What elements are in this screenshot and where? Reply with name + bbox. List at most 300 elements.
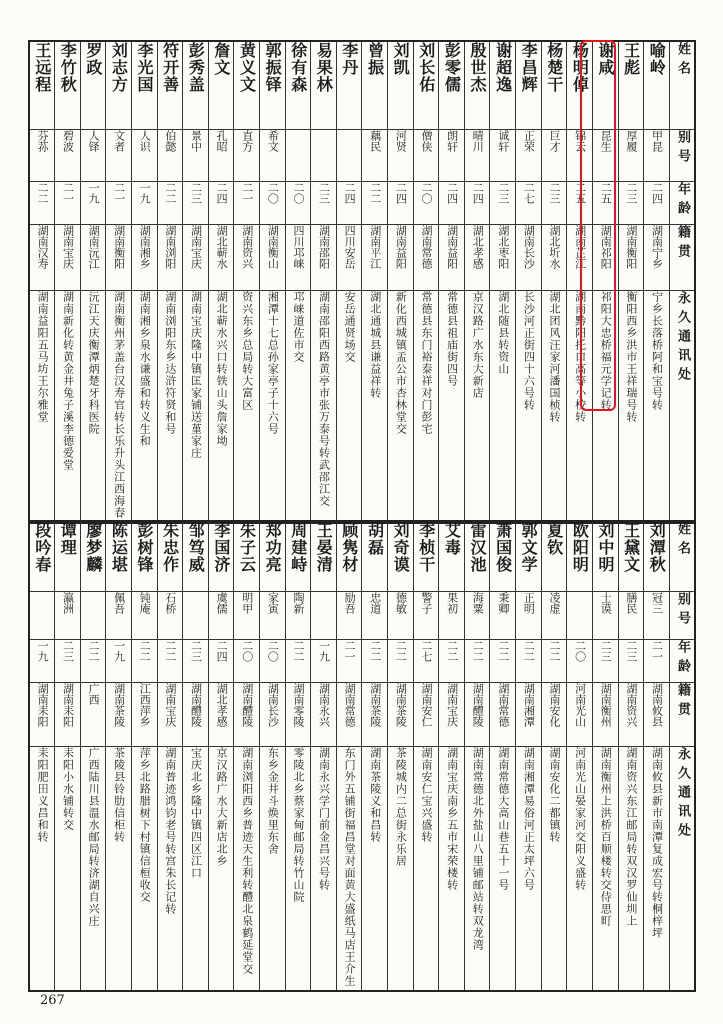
person-age: 一九 bbox=[112, 639, 126, 662]
person-native: 湖南醴陵 bbox=[471, 682, 485, 727]
cell-alias bbox=[362, 591, 388, 639]
person-native: 湖南湘乡 bbox=[138, 224, 152, 269]
cell-alias bbox=[106, 129, 132, 181]
person-native: 湖南衡山 bbox=[266, 224, 280, 269]
cell-age bbox=[29, 639, 55, 682]
cell-address bbox=[157, 746, 183, 991]
cell-native bbox=[29, 224, 55, 290]
column-header-native bbox=[669, 682, 695, 746]
cell-name bbox=[106, 521, 132, 591]
person-name: 李丹 bbox=[339, 42, 359, 76]
cell-name bbox=[541, 41, 567, 129]
cell-alias bbox=[464, 129, 490, 181]
person-address: 湖南永兴学门前金昌兴号转 bbox=[317, 746, 331, 891]
person-age: 二二 bbox=[138, 639, 152, 662]
person-native: 江西萍乡 bbox=[138, 682, 152, 727]
cell-address bbox=[259, 746, 285, 991]
cell-name bbox=[516, 521, 542, 591]
cell-native bbox=[618, 224, 644, 290]
person-name: 李桢干 bbox=[416, 522, 436, 573]
person-address: 湖南常德大高山巷五十一号 bbox=[496, 746, 510, 891]
cell-alias bbox=[362, 129, 388, 181]
cell-native bbox=[311, 682, 337, 746]
person-name: 雷汉池 bbox=[467, 522, 487, 573]
person-native: 湖南衡阳 bbox=[112, 224, 126, 269]
person-age: 二二 bbox=[471, 639, 485, 662]
name-row bbox=[29, 521, 695, 591]
cell-name bbox=[413, 521, 439, 591]
cell-alias bbox=[157, 129, 183, 181]
native-row bbox=[29, 682, 695, 746]
cell-alias bbox=[592, 591, 618, 639]
cell-name bbox=[208, 521, 234, 591]
cell-alias bbox=[259, 129, 285, 181]
person-age: 二四 bbox=[343, 181, 357, 204]
person-native: 湖南茶陵 bbox=[394, 682, 408, 727]
cell-address bbox=[55, 290, 81, 523]
cell-age bbox=[490, 181, 516, 224]
person-name: 邹笃威 bbox=[186, 522, 206, 573]
person-age: 二〇 bbox=[419, 181, 433, 204]
cell-name bbox=[157, 41, 183, 129]
person-name: 段吟春 bbox=[32, 522, 52, 573]
cell-name bbox=[618, 521, 644, 591]
person-address: 祁阳大忠桥福元学记转 bbox=[599, 290, 613, 411]
cell-alias bbox=[311, 129, 337, 181]
cell-age bbox=[80, 181, 106, 224]
column-header-alias bbox=[669, 591, 695, 639]
cell-age bbox=[183, 639, 209, 682]
person-address: 京汉路广水大新店北乡 bbox=[215, 746, 229, 867]
person-alias: 碧波 bbox=[61, 129, 75, 152]
cell-name bbox=[285, 41, 311, 129]
person-name: 杨明倬 bbox=[570, 42, 590, 93]
cell-native bbox=[516, 682, 542, 746]
cell-alias bbox=[259, 591, 285, 639]
cell-native bbox=[106, 224, 132, 290]
alias-row bbox=[29, 591, 695, 639]
cell-age bbox=[259, 639, 285, 682]
cell-alias bbox=[644, 129, 670, 181]
person-alias: 诚轩 bbox=[496, 129, 510, 152]
person-native: 湖南茶陵 bbox=[368, 682, 382, 727]
cell-native bbox=[259, 682, 285, 746]
person-age: 二四 bbox=[215, 181, 229, 204]
person-alias: 巨才 bbox=[548, 129, 562, 152]
person-age: 二四 bbox=[471, 181, 485, 204]
person-alias: 德敏 bbox=[394, 591, 408, 614]
cell-address bbox=[644, 746, 670, 991]
header-label: 年龄 bbox=[675, 181, 691, 220]
person-alias: 伯懿 bbox=[163, 129, 177, 152]
header-label: 永久通讯处 bbox=[675, 290, 691, 386]
cell-age bbox=[234, 639, 260, 682]
cell-name bbox=[336, 41, 362, 129]
person-name: 彭树锋 bbox=[135, 522, 155, 573]
cell-alias bbox=[80, 591, 106, 639]
person-native: 湖南零陵 bbox=[291, 682, 305, 727]
cell-alias bbox=[55, 129, 81, 181]
cell-address bbox=[29, 746, 55, 991]
person-name: 殷世杰 bbox=[467, 42, 487, 93]
cell-age bbox=[285, 181, 311, 224]
person-alias: 厚履 bbox=[624, 129, 638, 152]
person-alias: 人识 bbox=[138, 129, 152, 152]
cell-alias bbox=[311, 591, 337, 639]
person-age: 一九 bbox=[87, 181, 101, 204]
cell-native bbox=[388, 682, 414, 746]
cell-name bbox=[464, 521, 490, 591]
cell-age bbox=[131, 639, 157, 682]
cell-native bbox=[55, 224, 81, 290]
cell-name bbox=[285, 521, 311, 591]
person-address: 湖南普迹鸿钧老号转宫朱长记转 bbox=[163, 746, 177, 915]
person-address: 湖南衡州茅盖台汉寿官转长乐升头江西海春 bbox=[112, 290, 126, 519]
cell-age bbox=[29, 181, 55, 224]
cell-native bbox=[464, 224, 490, 290]
person-age: 二二 bbox=[368, 639, 382, 662]
cell-name bbox=[541, 521, 567, 591]
person-address: 湖南湘乡泉水谦盛和转义生和 bbox=[138, 290, 152, 447]
header-label: 别号 bbox=[675, 129, 691, 168]
cell-alias bbox=[618, 591, 644, 639]
person-address: 湖南茶陵义和昌转 bbox=[368, 746, 382, 843]
person-name: 刘凯 bbox=[391, 42, 411, 76]
header-label: 籍贯 bbox=[675, 682, 691, 721]
person-native: 湖南汉寿 bbox=[36, 224, 50, 269]
person-native: 湖南醴陵 bbox=[240, 682, 254, 727]
cell-name bbox=[644, 521, 670, 591]
person-age: 二一 bbox=[343, 639, 357, 662]
person-native: 湖南祁阳 bbox=[599, 224, 613, 269]
person-address: 东乡金井斗焕里东舍 bbox=[266, 746, 280, 855]
person-name: 郭文学 bbox=[519, 522, 539, 573]
column-header-address bbox=[669, 746, 695, 991]
header-label: 姓名 bbox=[675, 522, 691, 560]
person-native: 四川邛崃 bbox=[291, 224, 305, 269]
cell-address bbox=[29, 290, 55, 523]
cell-name bbox=[439, 41, 465, 129]
person-alias: 膳民 bbox=[624, 591, 638, 614]
person-name: 刘长佑 bbox=[416, 42, 436, 93]
person-name: 周建峙 bbox=[288, 522, 308, 573]
person-age: 二五 bbox=[573, 181, 587, 204]
cell-native bbox=[541, 682, 567, 746]
person-address: 湖南攸县新市南潭复成宏号转桐梓坪 bbox=[650, 746, 664, 939]
person-native: 湖北枣阳 bbox=[496, 224, 510, 269]
cell-name bbox=[131, 521, 157, 591]
person-name: 喻岭 bbox=[647, 42, 667, 76]
cell-address bbox=[80, 746, 106, 991]
cell-age bbox=[541, 639, 567, 682]
person-name: 曾振 bbox=[365, 42, 385, 76]
cell-native bbox=[106, 682, 132, 746]
cell-name bbox=[259, 521, 285, 591]
person-native: 湖南茶陵 bbox=[112, 682, 126, 727]
person-native: 河南光山 bbox=[573, 682, 587, 727]
person-alias: 直方 bbox=[240, 129, 254, 152]
person-alias: 忠道 bbox=[368, 591, 382, 614]
person-age: 二五 bbox=[599, 181, 613, 204]
person-address: 湖南宝庆南乡五市宋荣楼转 bbox=[445, 746, 459, 891]
cell-address bbox=[413, 290, 439, 523]
person-address: 茶陵城内二总街永乐居 bbox=[394, 746, 408, 867]
column-header-native bbox=[669, 224, 695, 290]
cell-address bbox=[336, 746, 362, 991]
person-alias: 景中 bbox=[189, 129, 203, 152]
cell-native bbox=[80, 682, 106, 746]
person-alias: 人铎 bbox=[87, 129, 101, 152]
cell-address bbox=[208, 746, 234, 991]
person-name: 谭理 bbox=[58, 522, 78, 556]
person-address: 常德县东门裕泰祥对门彭宅 bbox=[419, 290, 433, 435]
cell-native bbox=[29, 682, 55, 746]
cell-native bbox=[541, 224, 567, 290]
cell-native bbox=[490, 224, 516, 290]
cell-alias bbox=[439, 591, 465, 639]
cell-address bbox=[541, 290, 567, 523]
person-native: 湖南邵阳 bbox=[317, 224, 331, 269]
cell-name bbox=[464, 41, 490, 129]
column-header-alias bbox=[669, 129, 695, 181]
person-native: 湖北圻水 bbox=[548, 224, 562, 269]
cell-address bbox=[208, 290, 234, 523]
person-alias: 陶新 bbox=[291, 591, 305, 614]
person-address: 沅江天庆衡潭炳楚牙科医院 bbox=[87, 290, 101, 435]
cell-alias bbox=[336, 129, 362, 181]
person-address: 湖南安化二都镇转 bbox=[548, 746, 562, 843]
person-name: 刘潭秋 bbox=[647, 522, 667, 573]
person-address: 湖北随县转资山 bbox=[496, 290, 510, 375]
cell-address bbox=[388, 290, 414, 523]
person-address: 湖南益阳五马坊王尔雅堂 bbox=[36, 290, 50, 423]
cell-alias bbox=[516, 129, 542, 181]
cell-address bbox=[285, 746, 311, 991]
person-age: 二二 bbox=[87, 639, 101, 662]
cell-alias bbox=[388, 591, 414, 639]
person-age: 一九 bbox=[138, 181, 152, 204]
cell-alias bbox=[234, 129, 260, 181]
cell-native bbox=[208, 224, 234, 290]
cell-alias bbox=[439, 129, 465, 181]
cell-alias bbox=[55, 591, 81, 639]
person-native: 湖南湘潭 bbox=[522, 682, 536, 727]
cell-address bbox=[80, 290, 106, 523]
person-native: 湖南衡州 bbox=[599, 682, 613, 727]
cell-native bbox=[311, 224, 337, 290]
cell-age bbox=[388, 181, 414, 224]
cell-native bbox=[285, 682, 311, 746]
cell-age bbox=[592, 639, 618, 682]
cell-address bbox=[618, 746, 644, 991]
person-age: 二三 bbox=[624, 181, 638, 204]
cell-native bbox=[55, 682, 81, 746]
cell-address bbox=[618, 290, 644, 523]
cell-native bbox=[285, 224, 311, 290]
cell-age bbox=[336, 639, 362, 682]
cell-name bbox=[362, 521, 388, 591]
person-name: 胡磊 bbox=[365, 522, 385, 556]
person-name: 易果林 bbox=[314, 42, 334, 93]
cell-native bbox=[490, 682, 516, 746]
cell-address bbox=[183, 746, 209, 991]
cell-address bbox=[439, 746, 465, 991]
cell-alias bbox=[490, 129, 516, 181]
person-address: 京汉路广水东大新店 bbox=[471, 290, 485, 399]
person-address: 湘潭十七总孙家亭子十六号 bbox=[266, 290, 280, 435]
person-age: 二二 bbox=[496, 639, 510, 662]
cell-native bbox=[388, 224, 414, 290]
person-name: 李国济 bbox=[211, 522, 231, 573]
cell-name bbox=[311, 41, 337, 129]
cell-native bbox=[234, 224, 260, 290]
cell-address bbox=[413, 746, 439, 991]
cell-alias bbox=[208, 129, 234, 181]
person-name: 詹文 bbox=[211, 42, 231, 76]
person-age: 二〇 bbox=[266, 639, 280, 662]
person-age: 二三 bbox=[496, 181, 510, 204]
cell-name bbox=[234, 41, 260, 129]
cell-name bbox=[644, 41, 670, 129]
cell-alias bbox=[464, 591, 490, 639]
cell-address bbox=[55, 746, 81, 991]
cell-alias bbox=[29, 591, 55, 639]
cell-age bbox=[55, 181, 81, 224]
person-alias: 正荣 bbox=[522, 129, 536, 152]
person-native: 湖南宝庆 bbox=[163, 682, 177, 727]
person-alias: 警子 bbox=[419, 591, 433, 614]
cell-address bbox=[541, 746, 567, 991]
cell-name bbox=[388, 521, 414, 591]
person-name: 谢咸 bbox=[596, 42, 615, 76]
cell-native bbox=[567, 682, 593, 746]
cell-age bbox=[567, 639, 593, 682]
cell-age bbox=[464, 639, 490, 682]
person-name: 刘中明 bbox=[596, 522, 615, 573]
cell-native bbox=[516, 224, 542, 290]
person-address: 宝庆北乡隆中镇四区江口 bbox=[189, 746, 203, 879]
person-address: 湖南浏阳西乡普迹天生利转醴北泉鹤延堂交 bbox=[240, 746, 254, 975]
cell-age bbox=[157, 181, 183, 224]
cell-native bbox=[336, 224, 362, 290]
cell-name bbox=[439, 521, 465, 591]
cell-age bbox=[131, 181, 157, 224]
person-name: 夏钦 bbox=[544, 522, 564, 556]
person-native: 湖南安化 bbox=[548, 682, 562, 727]
person-name: 彭零儒 bbox=[442, 42, 462, 93]
cell-name bbox=[490, 41, 516, 129]
cell-age bbox=[157, 639, 183, 682]
cell-name bbox=[516, 41, 542, 129]
header-label: 永久通讯处 bbox=[675, 746, 691, 842]
cell-name bbox=[592, 521, 618, 591]
person-address: 耒阳肥田义昌和转 bbox=[36, 746, 50, 843]
person-alias: 昆生 bbox=[599, 129, 613, 152]
person-alias: 石桥 bbox=[163, 591, 177, 614]
cell-native bbox=[413, 224, 439, 290]
person-alias: 士谟 bbox=[599, 591, 613, 614]
cell-name bbox=[55, 41, 81, 129]
person-native: 湖南常德 bbox=[496, 682, 510, 727]
person-age: 二〇 bbox=[573, 639, 587, 662]
header-label: 年龄 bbox=[675, 639, 691, 678]
cell-native bbox=[80, 224, 106, 290]
person-native: 湖北蕲水 bbox=[215, 224, 229, 269]
cell-name bbox=[106, 41, 132, 129]
person-name: 罗政 bbox=[83, 42, 103, 76]
person-address: 湖北通城县谦益祥转 bbox=[368, 290, 382, 399]
person-name: 李光国 bbox=[135, 42, 155, 93]
person-address: 湖北团风汪家河潘国桢转 bbox=[548, 290, 562, 423]
person-name: 郭振铎 bbox=[263, 42, 283, 93]
cell-alias bbox=[29, 129, 55, 181]
cell-age bbox=[234, 181, 260, 224]
person-name: 符开善 bbox=[160, 42, 180, 93]
person-age: 二二 bbox=[291, 639, 305, 662]
cell-age bbox=[490, 639, 516, 682]
cell-alias bbox=[644, 591, 670, 639]
person-name: 欧阳明 bbox=[570, 522, 590, 573]
person-name: 刘奇谟 bbox=[391, 522, 411, 573]
cell-age bbox=[413, 181, 439, 224]
person-alias: 芬荪 bbox=[36, 129, 50, 152]
person-age: 二一 bbox=[240, 181, 254, 204]
cell-address bbox=[157, 290, 183, 523]
person-age: 二三 bbox=[189, 639, 203, 662]
person-alias: 佩吾 bbox=[112, 591, 126, 614]
person-native: 湖南醴陵 bbox=[189, 682, 203, 727]
cell-native bbox=[592, 682, 618, 746]
person-alias: 甲昆 bbox=[650, 129, 664, 152]
person-address: 湖南湘潭易俗河正太坪六号 bbox=[522, 746, 536, 891]
age-row bbox=[29, 639, 695, 682]
person-address: 衡阳西乡洪市王祥瑞号转 bbox=[624, 290, 638, 423]
person-address: 东门外五铺街福昌堂对面黄大盛纸马店王介生 bbox=[343, 746, 357, 987]
person-name: 黄义文 bbox=[237, 42, 257, 93]
cell-age bbox=[644, 639, 670, 682]
cell-native bbox=[464, 682, 490, 746]
person-age: 二三 bbox=[624, 639, 638, 662]
cell-address bbox=[490, 290, 516, 523]
person-address: 湖南新化转黄金井兔子溪李德爱堂 bbox=[61, 290, 75, 471]
cell-address bbox=[234, 746, 260, 991]
person-native: 湖南常德 bbox=[343, 682, 357, 727]
person-native: 湖南资兴 bbox=[240, 224, 254, 269]
person-address: 湖南邵阳西路黄亭市张万泰号转武邵江交 bbox=[317, 290, 331, 507]
cell-name bbox=[336, 521, 362, 591]
cell-address bbox=[285, 290, 311, 523]
cell-native bbox=[259, 224, 285, 290]
person-age: 二四 bbox=[215, 639, 229, 662]
person-name: 艾毒 bbox=[442, 522, 462, 556]
cell-native bbox=[208, 682, 234, 746]
person-native: 湖南长沙 bbox=[266, 682, 280, 727]
person-name: 萧国俊 bbox=[493, 522, 513, 573]
person-name: 王晏清 bbox=[314, 522, 334, 573]
person-address: 湖南宝庆隆中镇匡家铺送堇家庄 bbox=[189, 290, 203, 459]
person-native: 湖南耒阳 bbox=[36, 682, 50, 727]
cell-native bbox=[131, 682, 157, 746]
cell-address bbox=[516, 746, 542, 991]
cell-address bbox=[106, 290, 132, 523]
person-address: 零陵北乡蔡家甸邮局转竹山院 bbox=[291, 746, 305, 903]
cell-native bbox=[413, 682, 439, 746]
person-age: 二三 bbox=[548, 181, 562, 204]
person-native: 湖南益阳 bbox=[445, 224, 459, 269]
cell-name bbox=[80, 521, 106, 591]
person-age: 二三 bbox=[61, 639, 75, 662]
person-age: 一九 bbox=[317, 639, 331, 662]
